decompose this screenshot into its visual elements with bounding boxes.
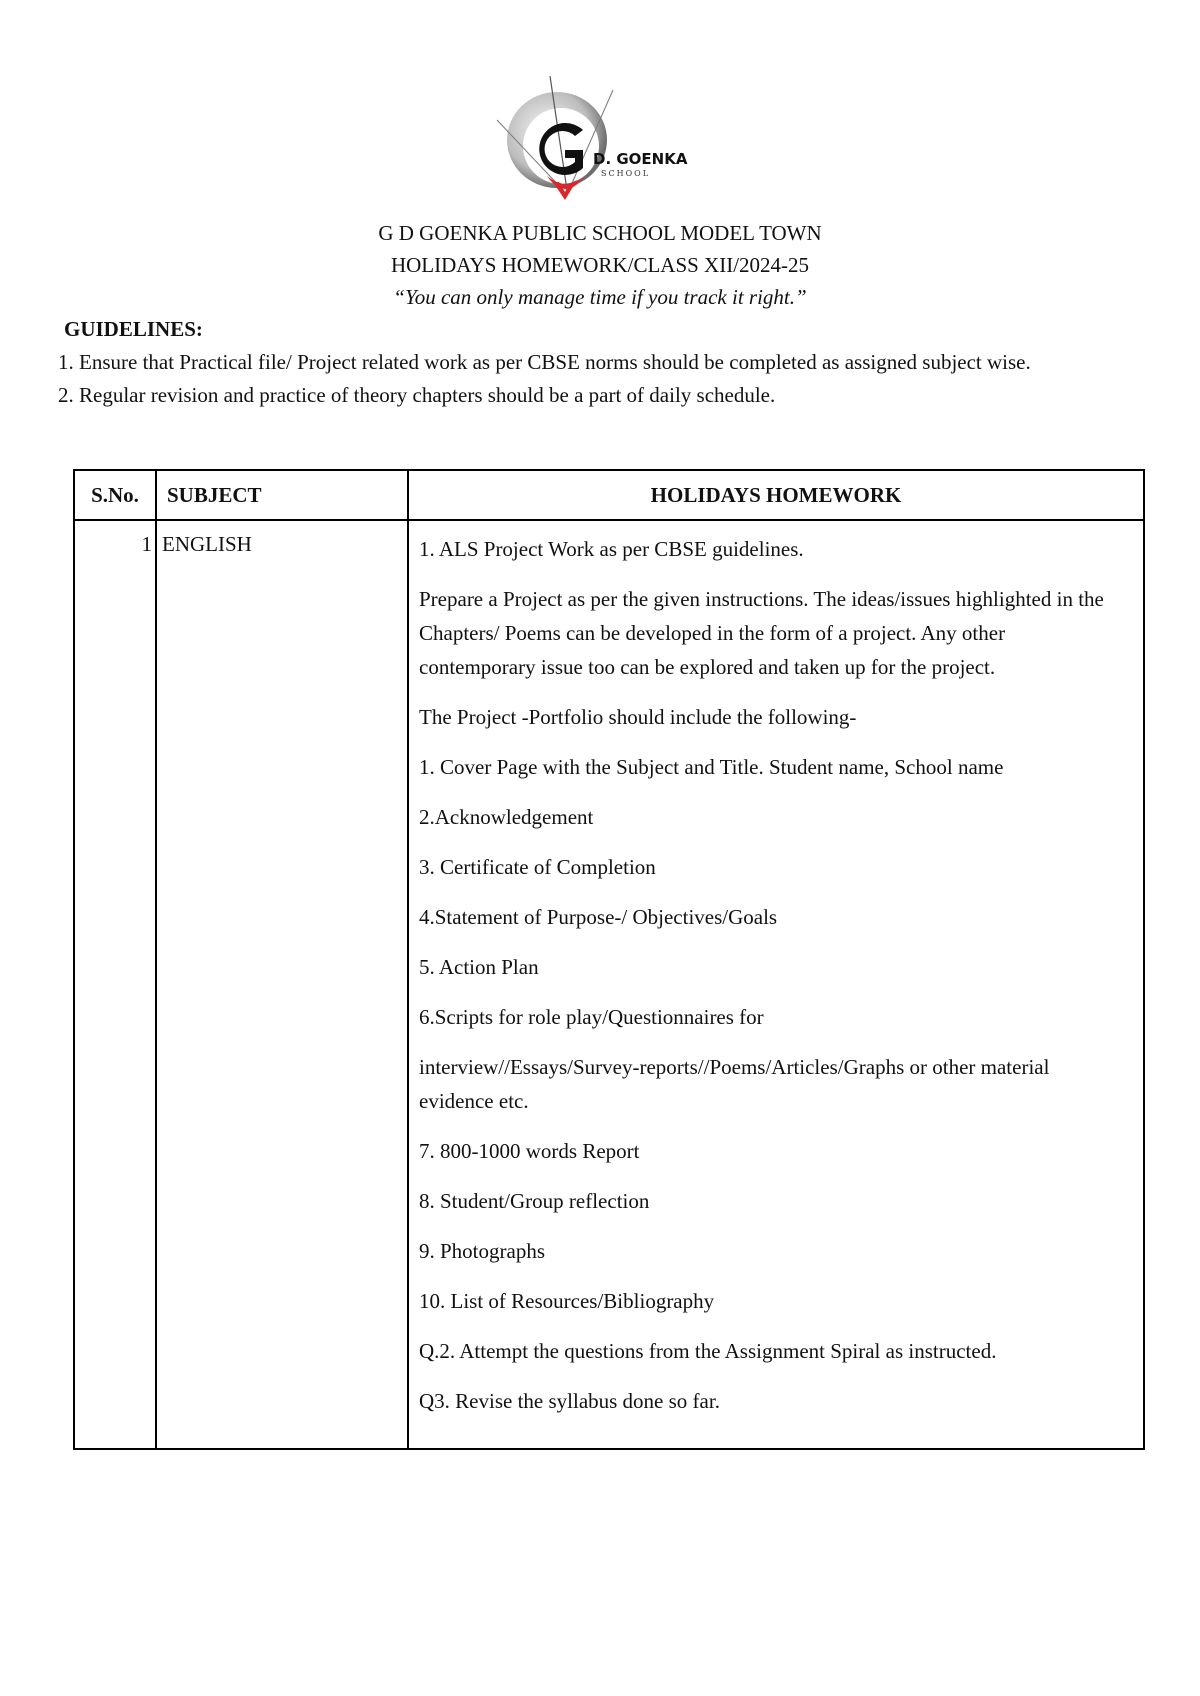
header-homework: HOLIDAYS HOMEWORK [408, 470, 1144, 520]
guideline-item: 2. Regular revision and practice of theory chapters should be a part of daily schedule. [58, 383, 776, 407]
homework-item: 2.Acknowledgement [419, 805, 594, 829]
logo-text: D. GOENKA [593, 150, 688, 168]
homework-item: 1. ALS Project Work as per CBSE guidelines. [419, 537, 804, 561]
homework-item: 6.Scripts for role play/Questionnaires for [419, 1005, 764, 1029]
homework-item: interview//Essays/Survey-reports//Poems/Articles/Graphs or other material evidence etc. [419, 1055, 1050, 1113]
homework-item: 3. Certificate of Completion [419, 855, 656, 879]
homework-item: 7. 800-1000 words Report [419, 1139, 640, 1163]
gd-goenka-logo-icon [497, 76, 613, 200]
homework-item: 1. Cover Page with the Subject and Title. Student name, School name [419, 755, 1004, 779]
cell-sno: 1 [74, 520, 156, 1449]
guidelines-heading: GUIDELINES: [64, 317, 203, 341]
table-header-row [74, 470, 1144, 520]
homework-item: 5. Action Plan [419, 955, 539, 979]
homework-item: Q3. Revise the syllabus done so far. [419, 1389, 720, 1413]
homework-table [73, 469, 1145, 1450]
table-row [74, 520, 1144, 1449]
homework-item: Q.2. Attempt the questions from the Assignment Spiral as instructed. [419, 1339, 997, 1363]
document-title: HOLIDAYS HOMEWORK/CLASS XII/2024-25 [390, 253, 810, 277]
homework-item: The Project -Portfolio should include the following- [419, 705, 857, 729]
header-subject: SUBJECT [156, 470, 408, 520]
homework-item: 10. List of Resources/Bibliography [419, 1289, 715, 1313]
homework-item: 4.Statement of Purpose-/ Objectives/Goals [419, 905, 778, 929]
school-name: G D GOENKA PUBLIC SCHOOL MODEL TOWN [378, 221, 822, 245]
motto-quote: “You can only manage time if you track it right.” [393, 285, 807, 309]
homework-item: Prepare a Project as per the given instructions. The ideas/issues highlighted in the Chapters/ Poems can be developed in the form of a project. Any other contemporary issue too can be explored and taken up for the project. [419, 587, 1104, 679]
guideline-item: 1. Ensure that Practical file/ Project related work as per CBSE norms should be completed as assigned subject wise. [58, 350, 1031, 374]
cell-homework [408, 520, 1144, 1449]
homework-item: 8. Student/Group reflection [419, 1189, 650, 1213]
logo-subtext: SCHOOL [601, 169, 651, 178]
school-logo [495, 72, 695, 212]
cell-subject: ENGLISH [156, 520, 408, 1449]
header-sno: S.No. [74, 470, 156, 520]
homework-item: 9. Photographs [419, 1239, 545, 1263]
